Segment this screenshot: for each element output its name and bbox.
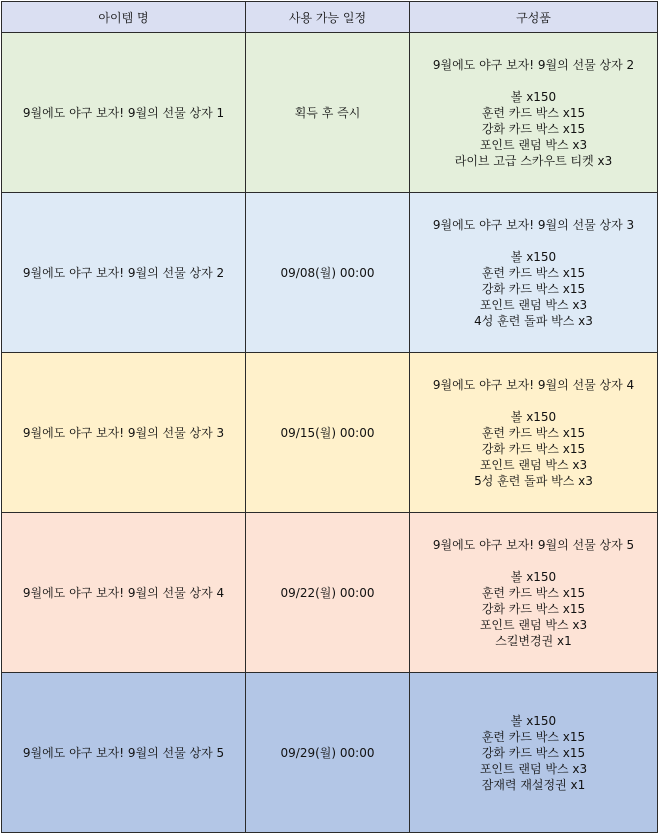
- composition-item: 잠재력 재설정권 x1: [481, 777, 586, 792]
- composition-item: 볼 x150: [510, 249, 557, 264]
- composition-next-box: 9월에도 야구 보자! 9월의 선물 상자 3: [432, 217, 635, 232]
- composition-next-box: 9월에도 야구 보자! 9월의 선물 상자 4: [432, 377, 635, 392]
- table-body: [2, 33, 658, 833]
- composition-item: 훈련 카드 박스 x15: [481, 105, 586, 120]
- table-row: [2, 33, 658, 193]
- item-name-cell: 9월에도 야구 보자! 9월의 선물 상자 2: [2, 193, 246, 353]
- item-name-cell: 9월에도 야구 보자! 9월의 선물 상자 4: [2, 513, 246, 673]
- composition-item: 강화 카드 박스 x15: [481, 601, 586, 616]
- composition-item: 훈련 카드 박스 x15: [481, 265, 586, 280]
- composition-item: 강화 카드 박스 x15: [481, 281, 586, 296]
- table-row: [2, 193, 658, 353]
- usable-date-cell: 09/08(월) 00:00: [246, 193, 410, 353]
- table-row: [2, 513, 658, 673]
- composition-item: 강화 카드 박스 x15: [481, 441, 586, 456]
- composition-item: 훈련 카드 박스 x15: [481, 729, 586, 744]
- composition-item: 포인트 랜덤 박스 x3: [479, 617, 588, 632]
- usable-date-cell: 09/29(월) 00:00: [246, 673, 410, 833]
- header-composition: 구성품: [410, 2, 658, 33]
- composition-item: 5성 훈련 돌파 박스 x3: [474, 473, 593, 488]
- composition-cell: [410, 193, 658, 353]
- composition-cell: [410, 353, 658, 513]
- composition-item: 포인트 랜덤 박스 x3: [479, 137, 588, 152]
- composition-item: 볼 x150: [510, 89, 557, 104]
- composition-cell: [410, 513, 658, 673]
- header-item-name: 아이템 명: [2, 2, 246, 33]
- composition-item: 강화 카드 박스 x15: [481, 745, 586, 760]
- composition-item: 볼 x150: [510, 569, 557, 584]
- header-row: [2, 2, 658, 33]
- item-name-cell: 9월에도 야구 보자! 9월의 선물 상자 1: [2, 33, 246, 193]
- composition-item: 볼 x150: [510, 409, 557, 424]
- composition-item: 강화 카드 박스 x15: [481, 121, 586, 136]
- table-row: [2, 673, 658, 833]
- composition-item: 포인트 랜덤 박스 x3: [479, 761, 588, 776]
- header-usable-date: 사용 가능 일정: [246, 2, 410, 33]
- composition-item: 스킬변경권 x1: [495, 633, 572, 648]
- composition-item: 라이브 고급 스카우트 티켓 x3: [454, 153, 613, 168]
- composition-cell: [410, 673, 658, 833]
- composition-item: 훈련 카드 박스 x15: [481, 585, 586, 600]
- table-header: [2, 2, 658, 33]
- composition-item: 4성 훈련 돌파 박스 x3: [474, 313, 593, 328]
- composition-item: 볼 x150: [510, 713, 557, 728]
- composition-item: 포인트 랜덤 박스 x3: [479, 457, 588, 472]
- item-name-cell: 9월에도 야구 보자! 9월의 선물 상자 3: [2, 353, 246, 513]
- item-name-cell: 9월에도 야구 보자! 9월의 선물 상자 5: [2, 673, 246, 833]
- usable-date-cell: 09/22(월) 00:00: [246, 513, 410, 673]
- composition-item: 포인트 랜덤 박스 x3: [479, 297, 588, 312]
- composition-cell: [410, 33, 658, 193]
- composition-next-box: 9월에도 야구 보자! 9월의 선물 상자 2: [432, 57, 635, 72]
- composition-next-box: 9월에도 야구 보자! 9월의 선물 상자 5: [432, 537, 635, 552]
- table-row: [2, 353, 658, 513]
- composition-item: 훈련 카드 박스 x15: [481, 425, 586, 440]
- gift-box-table: [1, 1, 658, 833]
- usable-date-cell: 09/15(월) 00:00: [246, 353, 410, 513]
- usable-date-cell: 획득 후 즉시: [246, 33, 410, 193]
